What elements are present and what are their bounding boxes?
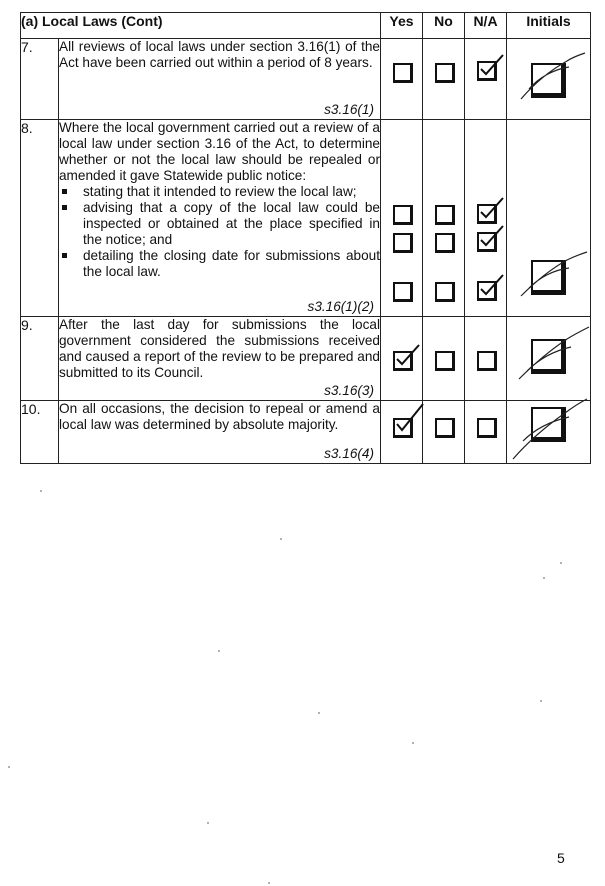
- yes-checkbox[interactable]: [393, 282, 413, 302]
- na-cell: [465, 317, 507, 401]
- question-cell: [59, 317, 381, 401]
- yes-cell: [381, 120, 423, 317]
- na-cell: [465, 120, 507, 317]
- question-row-8: [21, 120, 591, 317]
- na-cell: [465, 401, 507, 464]
- no-cell: [423, 401, 465, 464]
- checkmark-icon: [393, 408, 423, 438]
- yes-checkbox[interactable]: [393, 351, 413, 371]
- na-checkbox[interactable]: [477, 281, 497, 301]
- na-checkbox[interactable]: [477, 61, 497, 81]
- no-cell: [423, 39, 465, 120]
- initials-column-header: Initials: [507, 13, 591, 39]
- checkmark-icon: [393, 341, 423, 371]
- no-cell: [423, 120, 465, 317]
- na-checkbox[interactable]: [477, 418, 497, 438]
- question-text: On all occasions, the decision to repeal or amend a local law was determined by absolute majority.: [59, 401, 380, 432]
- checkmark-icon: [477, 51, 507, 81]
- no-checkbox[interactable]: [435, 351, 455, 371]
- initials-box[interactable]: [531, 260, 566, 295]
- question-text: Where the local government carried out a review of a local law under section 3.16 of the Act, to determine whether or not the local law should be repealed or amended it gave Statewide public notice:: [59, 120, 380, 183]
- yes-checkbox[interactable]: [393, 205, 413, 225]
- initials-cell: [507, 39, 591, 120]
- initials-box[interactable]: [531, 63, 566, 98]
- na-column-header: N/A: [465, 13, 507, 39]
- no-checkbox[interactable]: [435, 205, 455, 225]
- header-row: [21, 13, 591, 39]
- question-text: After the last day for submissions the local government considered the submissions received and caused a report of the review to be prepared and submitted to its Council.: [59, 317, 380, 380]
- no-checkbox[interactable]: [435, 233, 455, 253]
- initials-cell: [507, 120, 591, 317]
- list-item: advising that a copy of the local law could be inspected or obtained at the place specified in the notice; and: [62, 200, 380, 248]
- local-laws-checklist-table: [20, 12, 591, 464]
- na-checkbox[interactable]: [477, 351, 497, 371]
- bullet-icon: [62, 189, 67, 194]
- initials-box[interactable]: [531, 407, 566, 442]
- question-cell: [59, 401, 381, 464]
- initials-signature-icon: [519, 323, 589, 383]
- legislation-reference: s3.16(1)(2): [307, 299, 374, 314]
- question-number: 8.: [21, 120, 59, 317]
- checkmark-icon: [477, 222, 507, 252]
- initials-cell: [507, 317, 591, 401]
- notice-requirements-list: [59, 184, 380, 280]
- initials-signature-icon: [519, 47, 589, 107]
- question-number: 7.: [21, 39, 59, 120]
- legislation-reference: s3.16(4): [324, 446, 374, 461]
- page-number: 5: [557, 850, 565, 866]
- bullet-icon: [62, 205, 67, 210]
- list-item: stating that it intended to review the local law;: [62, 184, 380, 200]
- yes-checkbox[interactable]: [393, 418, 413, 438]
- yes-cell: [381, 39, 423, 120]
- legislation-reference: s3.16(1): [324, 102, 374, 117]
- checkmark-icon: [477, 271, 507, 301]
- section-heading: (a) Local Laws (Cont): [21, 13, 381, 39]
- initials-signature-icon: [519, 391, 589, 461]
- no-cell: [423, 317, 465, 401]
- question-row-7: [21, 39, 591, 120]
- yes-column-header: Yes: [381, 13, 423, 39]
- legislation-reference: s3.16(3): [324, 383, 374, 398]
- list-item: detailing the closing date for submissions about the local law.: [62, 248, 380, 280]
- na-checkbox[interactable]: [477, 232, 497, 252]
- na-cell: [465, 39, 507, 120]
- question-cell: [59, 39, 381, 120]
- bullet-icon: [62, 253, 67, 258]
- no-checkbox[interactable]: [435, 63, 455, 83]
- yes-checkbox[interactable]: [393, 63, 413, 83]
- question-row-9: [21, 317, 591, 401]
- no-checkbox[interactable]: [435, 418, 455, 438]
- initials-box[interactable]: [531, 339, 566, 374]
- question-text: All reviews of local laws under section 3.16(1) of the Act have been carried out within a period of 8 years.: [59, 39, 380, 70]
- no-checkbox[interactable]: [435, 282, 455, 302]
- question-row-10: [21, 401, 591, 464]
- yes-cell: [381, 317, 423, 401]
- initials-cell: [507, 401, 591, 464]
- no-column-header: No: [423, 13, 465, 39]
- yes-checkbox[interactable]: [393, 233, 413, 253]
- yes-cell: [381, 401, 423, 464]
- question-number: 10.: [21, 401, 59, 464]
- question-number: 9.: [21, 317, 59, 401]
- question-cell: [59, 120, 381, 317]
- initials-signature-icon: [519, 244, 589, 304]
- checkmark-icon: [477, 194, 507, 224]
- na-checkbox[interactable]: [477, 204, 497, 224]
